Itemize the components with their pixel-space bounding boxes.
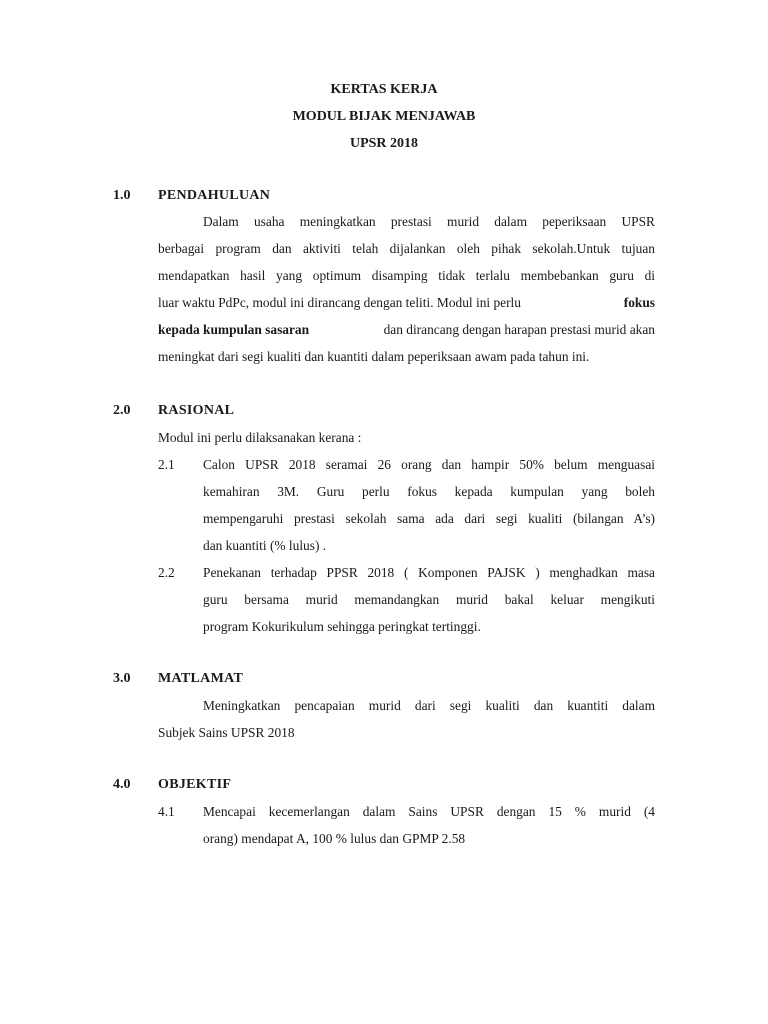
item-2-2-line2: guru bersama murid memandangkan murid bakal keluar mengikuti — [203, 592, 655, 607]
section1-bold-kumpulan: kepada kumpulan sasaran — [158, 322, 310, 337]
item-2-1-line2: kemahiran 3M. Guru perlu fokus kepada kumpulan yang boleh — [203, 484, 655, 499]
section1-line1: Dalam usaha meningkatkan prestasi murid dalam peperiksaan UPSR — [203, 214, 655, 229]
section4-number: 4.0 — [113, 777, 131, 792]
section2-intro: Modul ini perlu dilaksanakan kerana : — [158, 430, 362, 445]
item-4-1-number: 4.1 — [158, 804, 175, 819]
section1-line5 — [158, 322, 655, 338]
section1-line4 — [158, 295, 655, 311]
section2-title: RASIONAL — [158, 403, 235, 418]
doc-title-line2: MODUL BIJAK MENJAWAB — [292, 109, 476, 124]
section1-line4-text: luar waktu PdPc, modul ini dirancang dengan teliti. Modul ini perlu — [158, 295, 521, 310]
section1-line3: mendapatkan hasil yang optimum disamping tidak terlalu membebankan guru di — [158, 268, 655, 283]
item-2-2-line1: Penekanan terhadap PPSR 2018 ( Komponen PAJSK ) menghadkan masa — [203, 565, 655, 580]
section1-line5-text: dan dirancang dengan harapan prestasi murid akan — [383, 322, 655, 337]
section2-number: 2.0 — [113, 403, 131, 418]
section1-line2: berbagai program dan aktiviti telah dijalankan oleh pihak sekolah.Untuk tujuan — [158, 241, 655, 256]
item-2-1-line3: mempengaruhi prestasi sekolah sama ada dari segi kualiti (bilangan A’s) — [203, 511, 655, 526]
section4-title: OBJEKTIF — [158, 777, 232, 792]
item-4-1-line2: orang) mendapat A, 100 % lulus dan GPMP 2.58 — [203, 831, 466, 846]
section1-bold-fokus: fokus — [623, 295, 655, 310]
item-2-1-line1: Calon UPSR 2018 seramai 26 orang dan hampir 50% belum menguasai — [203, 457, 655, 472]
item-2-2-number: 2.2 — [158, 565, 175, 580]
section3-number: 3.0 — [113, 671, 131, 686]
section3-line2: Subjek Sains UPSR 2018 — [158, 725, 295, 740]
section1-number: 1.0 — [113, 188, 131, 203]
doc-title-line1: KERTAS KERJA — [330, 82, 438, 97]
section3-title: MATLAMAT — [158, 671, 244, 686]
section1-title: PENDAHULUAN — [158, 188, 271, 203]
item-4-1-line1: Mencapai kecemerlangan dalam Sains UPSR dengan 15 % murid (4 — [203, 804, 655, 819]
item-2-1-line4: dan kuantiti (% lulus) . — [203, 538, 327, 553]
item-2-2-line3: program Kokurikulum sehingga peringkat tertinggi. — [203, 619, 481, 634]
section1-line6: meningkat dari segi kualiti dan kuantiti dalam peperiksaan awam pada tahun ini. — [158, 349, 590, 364]
doc-title-line3: UPSR 2018 — [349, 136, 419, 151]
section3-line1: Meningkatkan pencapaian murid dari segi kualiti dan kuantiti dalam — [203, 698, 655, 713]
item-2-1-number: 2.1 — [158, 457, 175, 472]
